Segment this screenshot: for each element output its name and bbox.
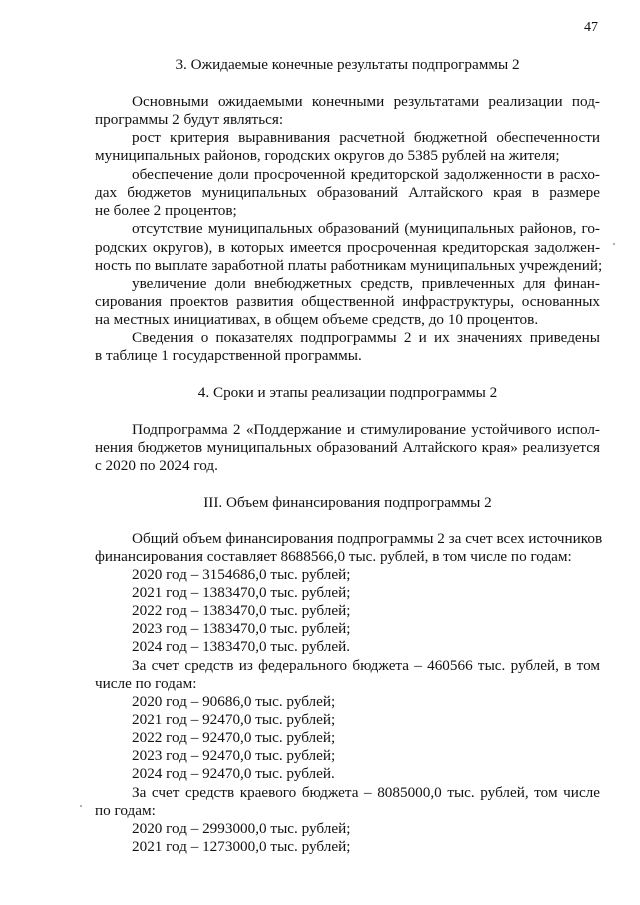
year-line: 2021 год – 92470,0 тыс. рублей; [132,711,336,728]
paragraph-line: обеспечение доли просроченной кредиторской задолженности в расхо- [132,166,600,183]
paragraph-line: Общий объем финансирования подпрограммы 2 за счет всех источников [132,530,603,547]
paragraph-line: увеличение доли внебюджетных средств, привлеченных для финан- [132,275,600,292]
paragraph-line: с 2020 по 2024 год. [95,457,218,474]
paragraph-line: в таблице 1 государственной программы. [95,347,362,364]
year-line: 2020 год – 3154686,0 тыс. рублей; [132,566,351,583]
year-line: 2022 год – 1383470,0 тыс. рублей; [132,602,351,619]
page-number: 47 [584,20,598,35]
paragraph-line: ность по выплате заработной платы работникам муниципальных учреждений; [95,257,603,274]
paragraph-line: сирования проектов развития общественной инфраструктуры, основанных [95,293,600,310]
paragraph-line: рост критерия выравнивания расчетной бюджетной обеспеченности [132,129,600,146]
paragraph-line: программы 2 будут являться: [95,111,284,128]
paragraph-line: родских округов), в которых имеется просроченная кредиторская задолжен- [95,239,600,256]
section-3-heading: 3. Ожидаемые конечные результаты подпрограммы 2 [175,56,520,73]
scan-speck [613,243,615,245]
paragraph-line: не более 2 процентов; [95,202,237,219]
year-line: 2020 год – 2993000,0 тыс. рублей; [132,820,351,837]
year-line: 2023 год – 1383470,0 тыс. рублей; [132,620,351,637]
section-iii-heading: III. Объем финансирования подпрограммы 2 [203,494,492,511]
paragraph-line: финансирования составляет 8688566,0 тыс. рублей, в том числе по годам: [95,548,572,565]
year-line: 2021 год – 1273000,0 тыс. рублей; [132,838,351,855]
year-line: 2020 год – 90686,0 тыс. рублей; [132,693,336,710]
paragraph-line: Сведения о показателях подпрограммы 2 и их значениях приведены [132,329,600,346]
year-line: 2024 год – 92470,0 тыс. рублей. [132,765,335,782]
paragraph-line: За счет средств краевого бюджета – 8085000,0 тыс. рублей, том числе [132,784,600,801]
paragraph-line: муниципальных районов, городских округов до 5385 рублей на жителя; [95,147,560,164]
year-line: 2023 год – 92470,0 тыс. рублей; [132,747,336,764]
year-line: 2021 год – 1383470,0 тыс. рублей; [132,584,351,601]
paragraph-line: отсутствие муниципальных образований (муниципальных районов, го- [132,220,600,237]
scan-speck [80,805,82,807]
year-line: 2024 год – 1383470,0 тыс. рублей. [132,638,350,655]
paragraph-line: дах бюджетов муниципальных образований Алтайского края в размере [95,184,600,201]
paragraph-line: Подпрограмма 2 «Поддержание и стимулирование устойчивого испол- [132,421,600,438]
paragraph-line: по годам: [95,802,156,819]
section-4-heading: 4. Сроки и этапы реализации подпрограммы 2 [197,384,498,401]
paragraph-line: на местных инициативах, в общем объеме средств, до 10 процентов. [95,311,539,328]
paragraph-line: За счет средств из федерального бюджета – 460566 тыс. рублей, в том [132,657,600,674]
year-line: 2022 год – 92470,0 тыс. рублей; [132,729,336,746]
paragraph-line: нения бюджетов муниципальных образований Алтайского края» реализуется [95,439,600,456]
paragraph-line: числе по годам: [95,675,197,692]
paragraph-line: Основными ожидаемыми конечными результатами реализации под- [132,93,600,110]
